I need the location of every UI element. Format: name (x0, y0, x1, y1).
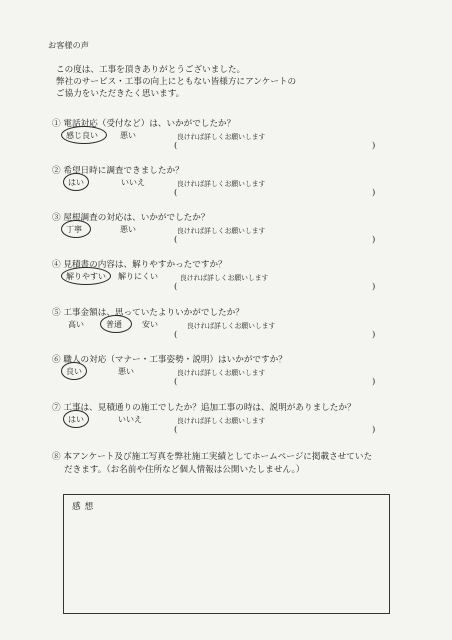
question-text: 屋根調査の対応は、いかがでしたか？ (63, 213, 210, 223)
question-text: 見積書の内容は、解りやすかったですか？ (63, 260, 227, 270)
detail-request: 良ければ詳しくお願いします (177, 227, 266, 235)
intro-line: この度は、工事を頂きありがとうございました。 (56, 65, 246, 75)
paren-open: ( (174, 425, 178, 435)
question-number: ⑥ (52, 355, 61, 365)
detail-request: 良ければ詳しくお願いします (187, 322, 276, 330)
option-takai[interactable]: 高い (68, 320, 84, 329)
question-number: ② (52, 166, 61, 176)
option-warui[interactable]: 悪い (120, 131, 136, 140)
intro-text (56, 64, 296, 100)
question-number: ⑤ (52, 308, 61, 318)
paren-open: ( (174, 188, 178, 198)
option-warui[interactable]: 悪い (120, 225, 136, 234)
option-teinei[interactable]: 丁寧 (66, 225, 82, 234)
question-number: ③ (52, 213, 61, 223)
question-text: 職人の対応（マナー・工事姿勢・説明）はいかがですか？ (63, 355, 287, 365)
paren-close: ) (372, 235, 376, 245)
paren-close: ) (372, 330, 376, 340)
option-hai[interactable]: はい (68, 415, 84, 424)
option-iie[interactable]: いいえ (121, 178, 145, 187)
paren-close: ) (372, 425, 376, 435)
option-hai[interactable]: はい (68, 178, 84, 187)
notice-line: 本アンケート及び施工写真を弊社施工実績としてホームページに掲載させていた (63, 452, 373, 462)
detail-request: 良ければ詳しくお願いします (180, 274, 269, 282)
paren-open: ( (174, 282, 178, 292)
option-warui[interactable]: 悪い (118, 367, 134, 376)
option-wakariyasui[interactable]: 解りやすい (66, 272, 106, 281)
option-yoi[interactable]: 良い (66, 367, 82, 376)
comment-label: 感想 (72, 502, 98, 512)
paren-open: ( (174, 141, 178, 151)
option-wakarinikui[interactable]: 解りにくい (118, 272, 158, 281)
question-number: ④ (52, 260, 61, 270)
option-yasui[interactable]: 安い (142, 320, 158, 329)
option-iie[interactable]: いいえ (118, 415, 142, 424)
intro-line: ご協力をいただきたく思います。 (56, 89, 185, 99)
option-futsu[interactable]: 普通 (106, 320, 122, 329)
detail-request: 良ければ詳しくお願いします (177, 180, 266, 188)
detail-request: 良ければ詳しくお願いします (177, 133, 266, 141)
question-text: 電話対応（受付など）は、いかがでしたか？ (63, 119, 236, 129)
question-text: 工事は、見積通りの施工でしたか？追加工事の時は、説明がありましたか？ (63, 403, 356, 413)
intro-line: 弊社のサービス・工事の向上にともない皆様方にアンケートの (56, 77, 297, 87)
question-number: ① (52, 119, 61, 129)
paren-open: ( (174, 377, 178, 387)
option-kanji-yoi[interactable]: 感じ良い (66, 131, 98, 140)
question-number: ⑦ (52, 403, 61, 413)
paren-close: ) (372, 282, 376, 292)
comment-textarea[interactable] (63, 494, 390, 614)
paren-close: ) (372, 141, 376, 151)
notice-line: だきます。（お名前や住所など個人情報は公開いたしません。） (64, 465, 305, 475)
detail-request: 良ければ詳しくお願いします (177, 369, 266, 377)
question-text: 工事金額は、思っていたよりいかがでしたか？ (63, 308, 244, 318)
paren-open: ( (174, 235, 178, 245)
question-text: 希望日時に調査できましたか？ (63, 166, 184, 176)
detail-request: 良ければ詳しくお願いします (177, 417, 266, 425)
paren-close: ) (372, 188, 376, 198)
question-number: ⑧ (52, 452, 61, 462)
paren-open: ( (174, 330, 178, 340)
paren-close: ) (372, 377, 376, 387)
page-heading: お客様の声 (48, 40, 89, 50)
